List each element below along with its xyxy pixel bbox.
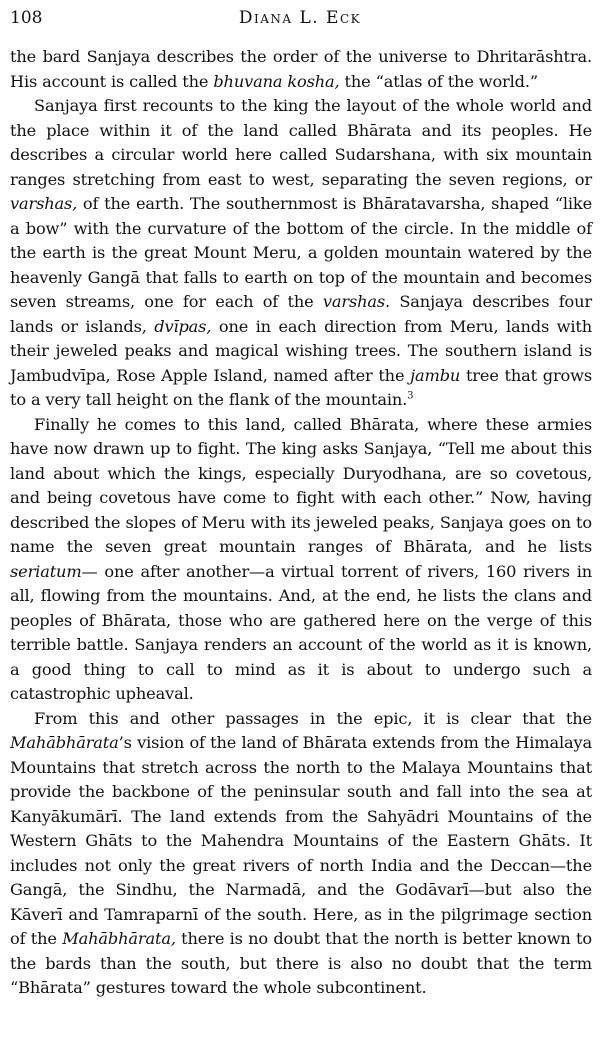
text-run: the bard Sanjaya describes the order of the universe to Dhritarāshtra. His account is called the: [10, 47, 592, 91]
text-run: of the earth. The southernmost is Bhāratavarsha, shaped “like a bow” with the curvature of the bottom of the circle. In the middle of the earth is the great Mount Meru, a golden mountain watered by the heavenly Gangā that falls to earth on top of the mountain and becomes seven streams, one for each of the: [10, 194, 592, 311]
italic-term: bhuvana kosha,: [213, 71, 340, 91]
text-run: there is no doubt that the north is better known to the bards than the south, but there is also no doubt that the term “Bhārata” gestures toward the whole subcontinent.: [10, 929, 592, 997]
text-run: the “atlas of the world.”: [339, 71, 538, 91]
running-head: Diana L. Eck: [238, 8, 362, 28]
body-text: [10, 45, 592, 1001]
text-run: Sanjaya first recounts to the king the layout of the whole world and the place within it of the land called Bhārata and its peoples. He describes a circular world here called Sudarshana, with six mountain ranges stretching from east to west, separating the seven regions, or: [10, 96, 592, 189]
page-header: [10, 7, 590, 35]
paragraph: [10, 413, 592, 707]
page-number: 108: [10, 8, 43, 28]
italic-term: Mahābhārata,: [62, 929, 176, 948]
italic-term: dvīpas,: [154, 316, 212, 336]
italic-term: varshas,: [10, 194, 78, 213]
italic-term: jambu: [410, 365, 461, 385]
italic-term: seriatum: [10, 561, 82, 581]
text-run: Sanjaya describes four lands or islands,: [10, 292, 592, 336]
text-run: ’s vision of the land of Bhārata extends from the Himalaya Mountains that stretch across the north to the Malaya Mountains that provide the backbone of the peninsular south and fall into the sea at Kanyākumārī. The land extends from the Sahyādri Mountains of the Western Ghāts to the Mahendra Mountains of the Eastern Ghāts. It includes not only the great rivers of north India and the Deccan—the Gangā, the Sindhu, the Narmadā, and the Godāvarī—but also the Kāverī and Tamraparnī of the south. Here, as in the pilgrimage section of the: [10, 733, 592, 948]
paragraph: [10, 94, 592, 413]
footnote-marker: 3: [407, 390, 414, 402]
paragraph: [10, 45, 592, 94]
italic-term: Mahābhārata: [10, 733, 119, 752]
text-run: — one after another—a virtual torrent of rivers, 160 rivers in all, flowing from the mountains. And, at the end, he lists the clans and peoples of Bhārata, those who are gathered here on the verge of this terrible battle. Sanjaya renders an account of the world as it is known, a good thing to call to mind as it is about to undergo such a catastrophic upheaval.: [10, 561, 592, 703]
paragraph: [10, 707, 592, 1001]
text-run: one in each direction from Meru, lands with their jeweled peaks and magical wishing trees. The southern island is Jambudvīpa, Rose Apple Island, named after the: [10, 316, 593, 385]
text-run: From this and other passages in the epic, it is clear that the: [34, 708, 592, 728]
text-run: Finally he comes to this land, called Bhārata, where these armies have now drawn up to fight. The king asks Sanjaya, “Tell me about this land about which the kings, especially Duryodhana, are so covetous, and being covetous have come to fight with each other.” Now, having described the slopes of Meru with its jeweled peaks, Sanjaya goes on to name the seven great mountain ranges of Bhārata, and he lists: [10, 414, 592, 556]
italic-term: varshas.: [322, 292, 391, 311]
text-run: tree that grows to a very tall height on the flank of the mountain.: [10, 365, 592, 409]
